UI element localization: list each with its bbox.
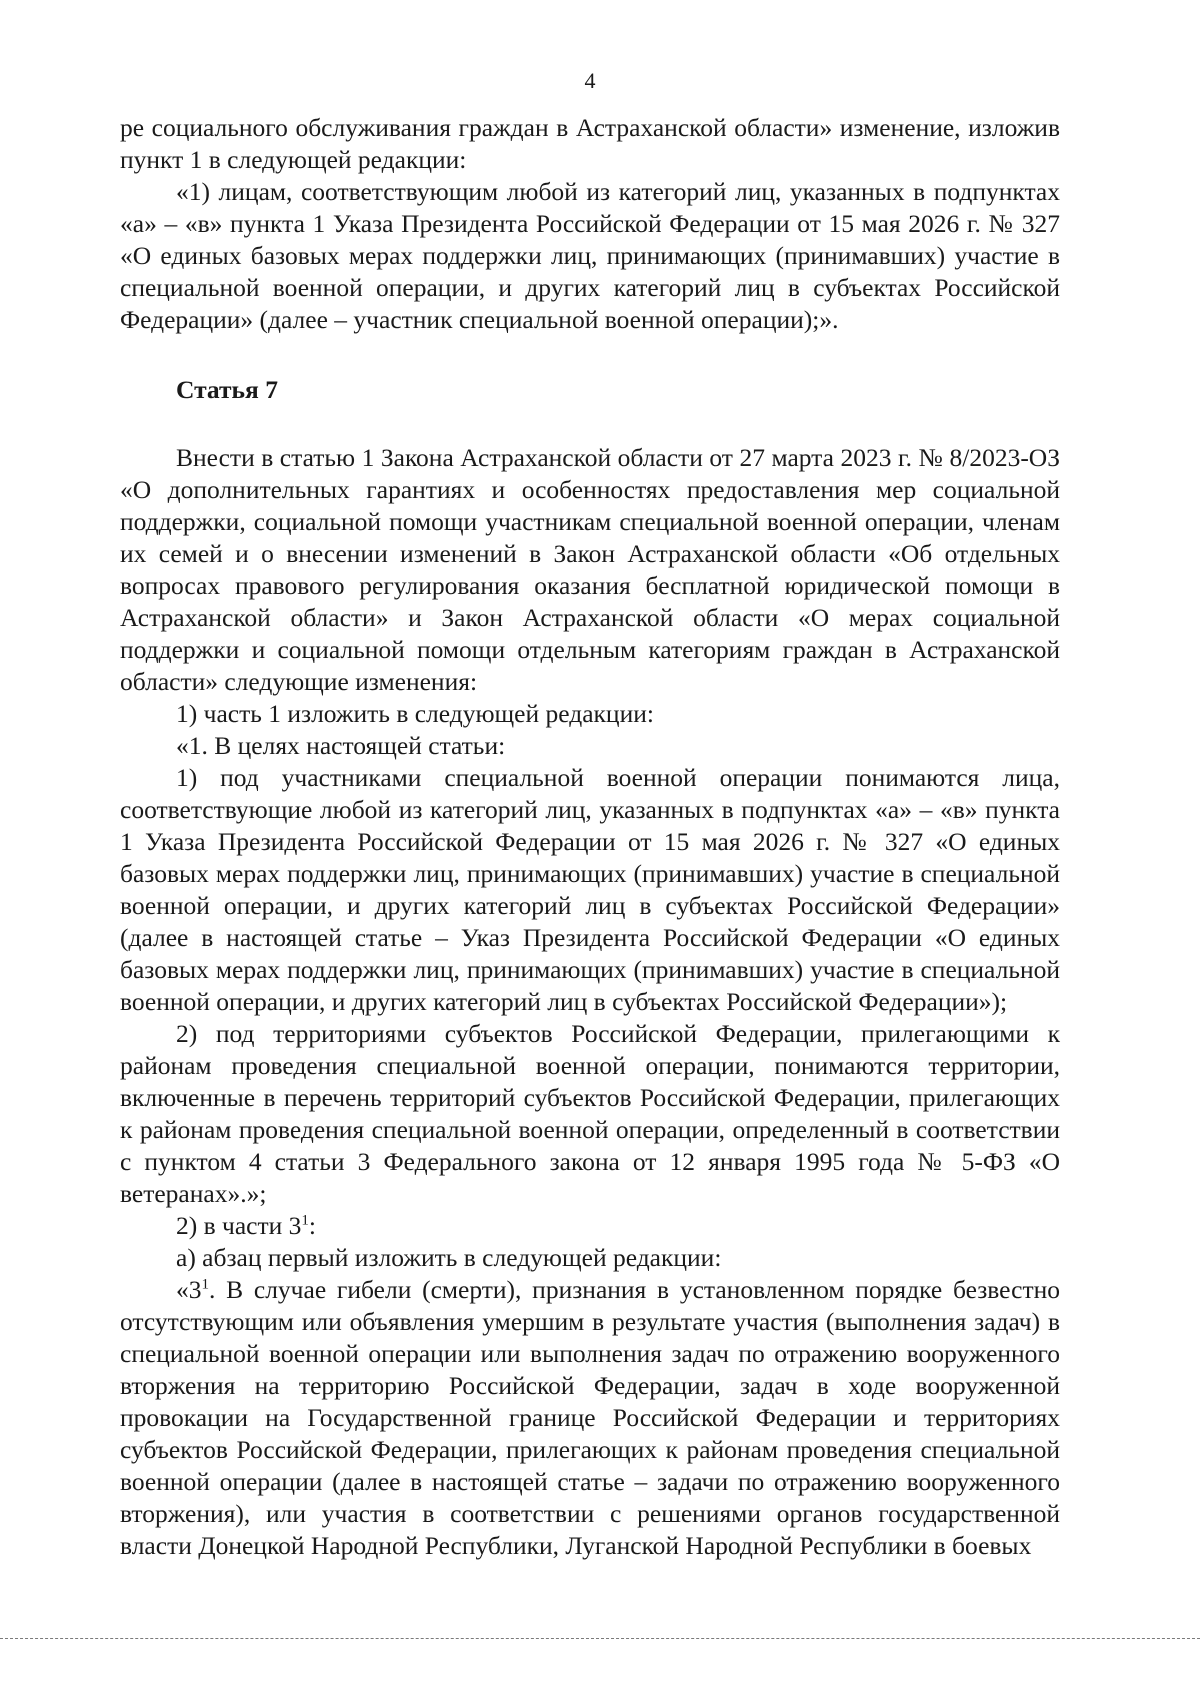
part-1-subitem-1: 1) под участниками специальной военной операции понимаются лица, соответствующие любой из категорий лиц, указанных в подпунктах «а» – «в» пункта 1 Указа Президента Российской Федерации от 15 мая 2026 г. № 327 «О единых базовых мерах поддержки лиц, принимающих (принимавших) участие в специальной военной операции, и других категорий лиц в субъектах Российской Федерации» (далее в настоящей статье – Указ Президента Российской Федерации «О единых базовых мерах поддержки лиц, принимающих (принимавших) участие в специальной военной операции, и других категорий лиц в субъектах Российской Федерации»); xyxy=(120,763,1060,1016)
item-2-label-text: 2) в части 3 xyxy=(176,1211,302,1240)
part-3-1-superscript: 1 xyxy=(201,1276,209,1293)
new-item-1-paragraph: «1) лицам, соответствующим любой из категорий лиц, указанных в подпунктах «а» – «в» пункта 1 Указа Президента Российской Федерации от 15 мая 2026 г. № 327 «О единых базовых мерах поддержки лиц, принимающих (принимавших) участие в специальной военной операции, и других категорий лиц в субъектах Российской Федерации» (далее – участник специальной военной операции);». xyxy=(120,177,1060,334)
page-number: 4 xyxy=(584,68,596,93)
item-2-label-colon: : xyxy=(308,1211,317,1240)
page-bottom-divider xyxy=(0,1638,1200,1639)
spacer xyxy=(120,406,1060,442)
article-7-item-1-label: 1) часть 1 изложить в следующей редакции: xyxy=(176,699,654,728)
part-1-subitem-2: 2) под территориями субъектов Российской Федерации, прилегающими к районам проведения специальной военной операции, понимаются территории, включенные в перечень территорий субъектов Российской Федерации, прилегающих к районам проведения специальной военной операции, определенный в соответствии с пунктом 4 статьи 3 Федерального закона от 12 января 1995 года № 5-ФЗ «О ветеранах».»; xyxy=(120,1019,1060,1208)
item-2-label-superscript: 1 xyxy=(301,1212,309,1229)
part-3-1-number: «3 xyxy=(176,1275,202,1304)
spacer xyxy=(120,336,1060,374)
article-7-intro: Внести в статью 1 Закона Астраханской области от 27 марта 2023 г. № 8/2023-ОЗ «О дополнительных гарантиях и особенностях предоставления мер социальной поддержки, социальной помощи участникам специальной военной операции, членам их семей и о внесении изменений в Закон Астраханской области «Об отдельных вопросах правового регулирования оказания бесплатной юридической помощи в Астраханской области» и Закон Астраханской области «О мерах социальной поддержки и социальной помощи отдельным категориям граждан в Астраханской области» следующие изменения: xyxy=(120,443,1060,696)
item-2a-paragraph: а) абзац первый изложить в следующей редакции: xyxy=(176,1243,722,1272)
article-7-item-2-label xyxy=(120,1210,1060,1242)
part-3-1-paragraph xyxy=(120,1274,1060,1562)
article-7-heading: Статья 7 xyxy=(176,375,278,404)
part-1-title: «1. В целях настоящей статьи: xyxy=(176,731,506,760)
document-page xyxy=(120,0,1060,1697)
document-body xyxy=(120,112,1060,1562)
part-3-1-text: . В случае гибели (смерти), признания в установленном порядке безвестно отсутствующим или объявления умершим в результате участия (выполнения задач) в специальной военной операции или выполнения задач по отражению вооруженного вторжения на территорию Российской Федерации, задач в ходе вооруженной провокации на Государственной границе Российской Федерации и территориях субъектов Российской Федерации, прилегающих к районам проведения специальной военной операции (далее в настоящей статье – задачи по отражению вооруженного вторжения), или участия в соответствии с решениями органов государственной власти Донецкой Народной Республики, Луганской Народной Республики в боевых xyxy=(120,1275,1060,1560)
continuation-paragraph: ре социального обслуживания граждан в Астраханской области» изменение, изложив пункт 1 в следующей редакции: xyxy=(120,113,1060,174)
